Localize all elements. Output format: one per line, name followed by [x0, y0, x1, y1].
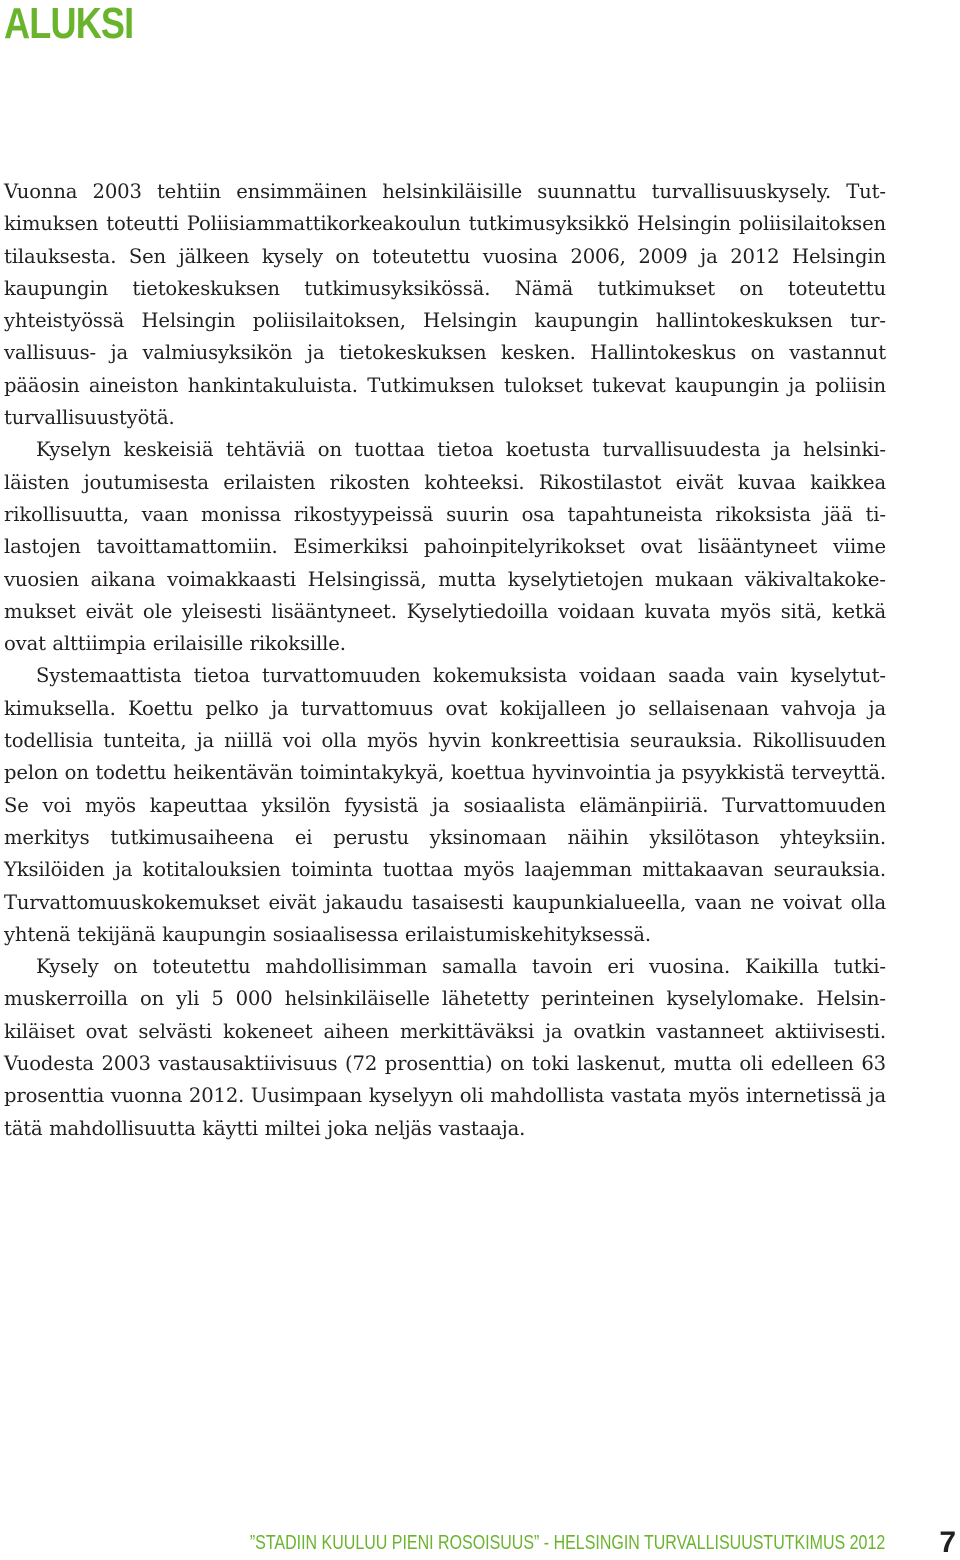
page-number: 7: [939, 1526, 956, 1559]
body-text: [4, 176, 886, 1145]
paragraph-1: Vuonna 2003 tehtiin ensimmäinen helsinkiläisille suunnattu turvallisuuskysely. Tutkimuksen toteutti Poliisiammattikorkeakoulun tutkimusyksikkö Helsingin poliisilaitoksen tilauksesta. Sen jälkeen kysely on toteutettu vuosina 2006, 2009 ja 2012 Helsingin kaupungin tietokeskuksen tutkimusyksikössä. Nämä tutkimukset on toteutettu yhteistyössä Helsingin poliisilaitoksen, Helsingin kaupungin hallintokeskuksen turvallisuus- ja valmiusyksikön ja tietokeskuksen kesken. Hallintokeskus on vastannut pääosin aineiston hankintakuluista. Tutkimuksen tulokset tukevat kaupungin ja poliisin turvallisuustyötä.: [4, 180, 886, 430]
running-footer-title: ”STADIIN KUULUU PIENI ROSOISUUS” - HELSINGIN TURVALLISUUSTUTKIMUS 2012: [249, 1532, 885, 1554]
page-heading: ALUKSI: [4, 0, 134, 48]
paragraph-2: Kyselyn keskeisiä tehtäviä on tuottaa tietoa koetusta turvallisuudesta ja helsinkiläisten joutumisesta erilaisten rikosten kohteeksi. Rikostilastot eivät kuvaa kaikkea rikollisuutta, vaan monissa rikostyypeissä suurin osa tapahtuneista rikoksista jää tilastojen tavoittamattomiin. Esimerkiksi pahoinpitelyrikokset ovat lisääntyneet viime vuosien aikana voimakkaasti Helsingissä, mutta kyselytietojen mukaan väkivaltakokemukset eivät ole yleisesti lisääntyneet. Kyselytiedoilla voidaan kuvata myös sitä, ketkä ovat alttiimpia erilaisille rikoksille.: [4, 438, 886, 656]
paragraph-4: Kysely on toteutettu mahdollisimman samalla tavoin eri vuosina. Kaikilla tutkimuskerroilla on yli 5 000 helsinkiläiselle lähetetty perinteinen kyselylomake. Helsinkiläiset ovat selvästi kokeneet aiheen merkittäväksi ja ovatkin vastanneet aktiivisesti. Vuodesta 2003 vastausaktiivisuus (72 prosenttia) on toki laskenut, mutta oli edelleen 63 prosenttia vuonna 2012. Uusimpaan kyselyyn oli mahdollista vastata myös internetissä ja tätä mahdollisuutta käytti miltei joka neljäs vastaaja.: [4, 955, 886, 1140]
paragraph-3: Systemaattista tietoa turvattomuuden kokemuksista voidaan saada vain kyselytutkimuksella. Koettu pelko ja turvattomuus ovat kokijalleen jo sellaisenaan vahvoja ja todellisia tunteita, ja niillä voi olla myös hyvin konkreettisia seurauksia. Rikollisuuden pelon on todettu heikentävän toimintakykyä, koettua hyvinvointia ja psyykkistä terveyttä. Se voi myös kapeuttaa yksilön fyysistä ja sosiaalista elämänpiiriä. Turvattomuuden merkitys tutkimusaiheena ei perustu yksinomaan näihin yksilötason yhteyksiin. Yksilöiden ja kotitalouksien toiminta tuottaa myös laajemman mittakaavan seurauksia. Turvattomuuskokemukset eivät jakaudu tasaisesti kaupunkialueella, vaan ne voivat olla yhtenä tekijänä kaupungin sosiaalisessa erilaistumiskehityksessä.: [4, 664, 886, 946]
page-footer: [0, 1526, 960, 1560]
